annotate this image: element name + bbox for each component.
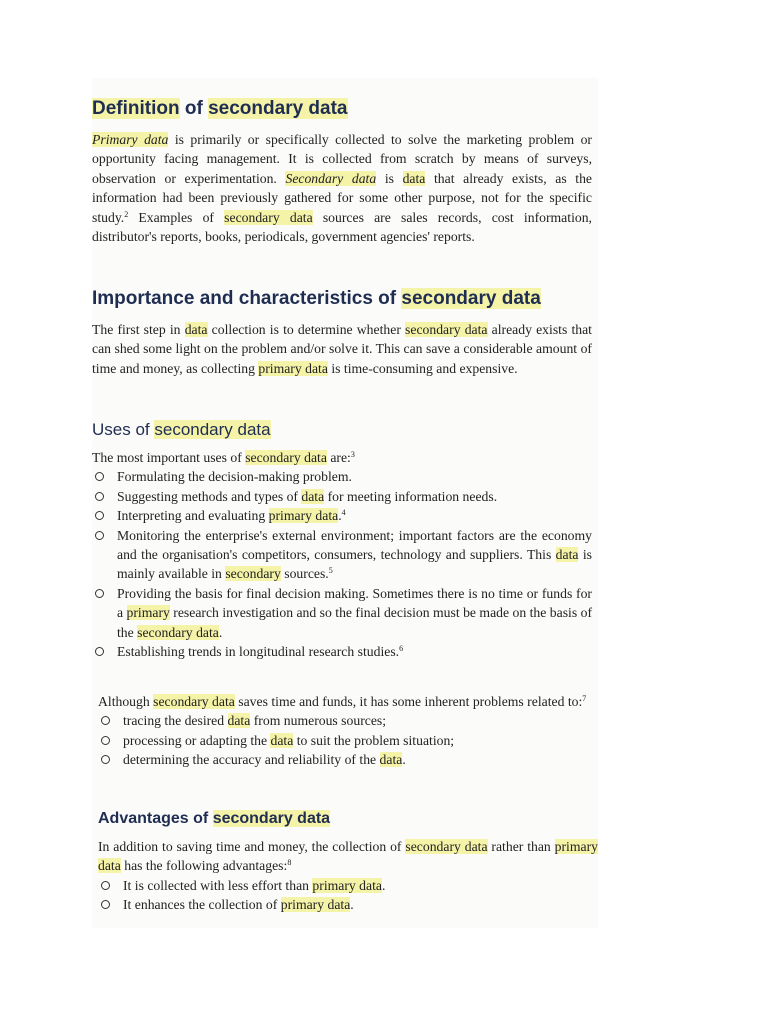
list-item: It enhances the collection of primary data. — [98, 895, 598, 914]
heading-advantages: Advantages of secondary data — [98, 810, 331, 827]
list-item: determining the accuracy and reliability of the data. — [98, 750, 598, 769]
list-item: Providing the basis for final decision making. Sometimes there is no time or funds for a primary research investigation and so the final decision must be made on the basis of the secondary data. — [92, 584, 592, 642]
list-item: Suggesting methods and types of data for meeting information needs. — [92, 487, 592, 506]
section-importance — [92, 288, 592, 378]
heading-importance: Importance and characteristics of secondary data — [92, 288, 541, 309]
paragraph-definition: Primary data is primarily or specifically collected to solve the marketing problem or opportunity facing management. It is collected from scratch by means of surveys, observation or experimentation. Secondary data is data that already exists, as the information had been previously gathered for some other purpose, not for the specific study.$^2$ Examples of secondary data sources are sales records, cost information, distributor's reports, books, periodicals, government agencies' reports. — [92, 132, 592, 245]
heading-definition: Definition of secondary data — [92, 98, 348, 119]
paragraph-importance: The first step in data collection is to determine whether secondary data already exists that can shed some light on the problem and/or solve it. This can save a considerable amount of time and money, as collecting primary data is time-consuming and expensive. — [92, 322, 592, 376]
list-item: It is collected with less effort than primary data. — [98, 876, 598, 895]
problems-list — [98, 711, 598, 769]
list-item: Establishing trends in longitudinal research studies.$^6$ — [92, 642, 592, 661]
list-item: tracing the desired data from numerous sources; — [98, 711, 598, 730]
list-item: processing or adapting the data to suit the problem situation; — [98, 731, 598, 750]
advantages-list — [98, 876, 598, 915]
list-item: Formulating the decision-making problem. — [92, 467, 592, 486]
document-page — [92, 78, 598, 928]
heading-uses: Uses of secondary data — [92, 420, 271, 439]
paragraph-problems-intro: Although secondary data saves time and funds, it has some inherent problems related to:$^7$ — [98, 694, 587, 709]
section-problems — [98, 692, 598, 770]
list-item: Monitoring the enterprise's external environment; important factors are the economy and the organisation's competitors, consumers, technology and suppliers. This data is mainly available in secondary sources.$^5$ — [92, 526, 592, 584]
uses-list — [92, 467, 592, 661]
paragraph-advantages-intro: In addition to saving time and money, the collection of secondary data rather than primary data has the following advantages:$^8$ — [98, 839, 598, 874]
paragraph-uses-intro: The most important uses of secondary data are:$^3$ — [92, 450, 355, 465]
section-definition — [92, 98, 592, 246]
section-uses — [92, 420, 592, 661]
section-advantages — [98, 810, 598, 915]
list-item: Interpreting and evaluating primary data.$^4$ — [92, 506, 592, 525]
